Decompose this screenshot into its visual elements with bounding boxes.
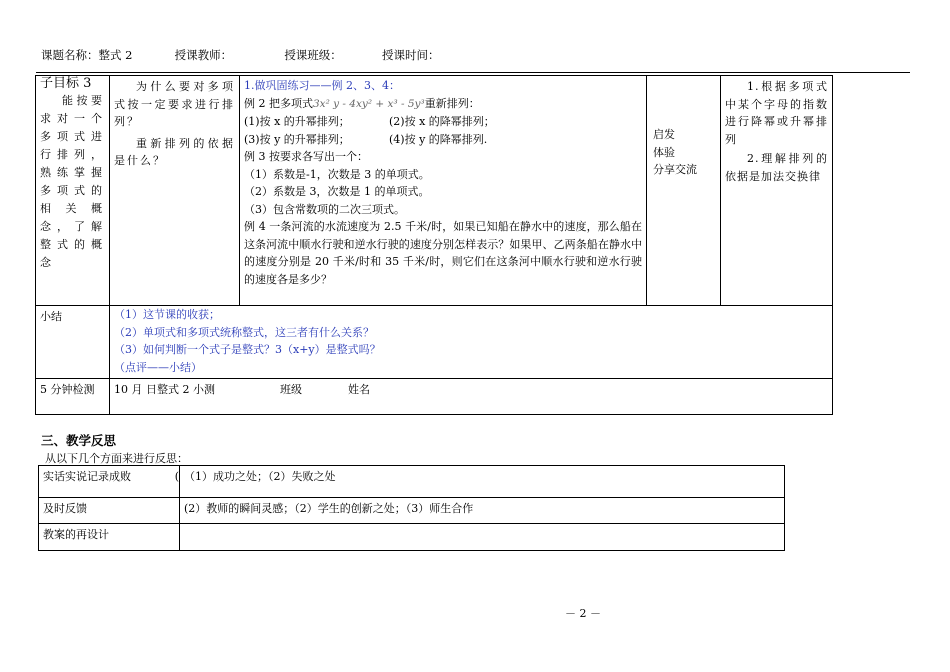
table-row [39, 524, 785, 551]
summary-line-4: （点评——小结） [114, 360, 202, 374]
course-name: 课题名称：整式 2 [41, 48, 133, 62]
table-row [39, 498, 785, 524]
goal-title: 子目标 3 [40, 76, 92, 91]
question-2: 重新排列的依据是什么？ [114, 136, 235, 167]
question-cell [110, 76, 240, 306]
table-row [36, 306, 833, 379]
page-number: － 2 － [565, 607, 601, 620]
table-row [39, 466, 785, 498]
table-row [36, 76, 833, 306]
goal-cell [36, 76, 110, 306]
note-2: 2.理解排列的依据是加法交换律 [725, 152, 828, 183]
reflection-title: 三、教学反思 [41, 433, 117, 448]
summary-line-2: （2）单项式和多项式统称整式，这三者有什么关系？ [114, 325, 374, 339]
time-label: 授课时间： [381, 48, 440, 62]
method-1: 启发 [653, 128, 675, 141]
example-3-item-1: （1）系数是-1，次数是 3 的单项式。 [244, 167, 430, 181]
summary-line-1: （1）这节课的收获； [114, 308, 220, 321]
reflection-value-1: （1）成功之处；（2）失败之处 [180, 466, 785, 498]
note-cell [721, 76, 833, 306]
test-cell [110, 379, 833, 415]
reflection-label-3: 教案的再设计 [39, 524, 180, 551]
class-label: 授课班级： [284, 48, 342, 62]
teacher-label: 授课教师： [174, 48, 233, 62]
test-class: 班级 [280, 383, 302, 396]
reflection-table [38, 465, 785, 551]
course-header [41, 47, 439, 63]
example-2-d: (4)按 y 的降幂排列. [389, 132, 488, 146]
table-row [36, 379, 833, 415]
goal-text: 能按要求对一个多项式进行排列，熟练掌握多项式的相关概念，了解整式的概念 [40, 94, 105, 269]
reflection-label-2: 及时反馈 [39, 498, 180, 524]
example-2-a: (1)按 x 的升幂排列； [244, 115, 350, 128]
example-2-parts-2 [244, 131, 642, 149]
header-divider [36, 72, 910, 73]
summary-label: 小结 [36, 306, 110, 379]
reflection-subtitle: 从以下几个方面来进行反思： [45, 452, 188, 465]
example-2-prefix: 例 2 把多项式 [244, 96, 313, 110]
reflection-value-2: (2）教师的瞬间灵感；（2）学生的创新之处；（3）师生合作 [180, 498, 785, 524]
method-cell [647, 76, 721, 306]
method-3: 分享交流 [653, 163, 697, 176]
example-2-parts-1 [244, 113, 642, 131]
example-3-title: 例 3 按要求各写出一个： [244, 150, 368, 163]
practice-title: 1.做巩固练习——例 2、3、4： [244, 79, 400, 92]
summary-line-3: （3）如何判断一个式子是整式？3（x+y）是整式吗？ [114, 343, 381, 356]
reflection-value-3 [180, 524, 785, 551]
example-4: 例 4 一条河流的水流速度为 2.5 千米/时，如果已知船在静水中的速度，那么船在这条河流中顺水行驶和逆水行驶的速度分别怎样表示？如果甲、乙两条船在静水中的速度分别是 20 千米/时和 35 千米/时，则它们在这条河中顺水行驶和逆水行驶的速度各是多少？ [244, 220, 642, 286]
example-2-polynomial: 3x² y - 4xy² + x³ - 5y³ [313, 97, 425, 110]
example-2-b: (2)按 x 的降幂排列； [389, 115, 495, 128]
reflection-label-1: 实话实说记录成败 ( [39, 466, 180, 498]
example-2-suffix: 重新排列： [424, 96, 480, 110]
test-name: 姓名 [348, 383, 370, 396]
method-2: 体验 [653, 145, 675, 159]
example-3-item-3: （3）包含常数项的二次三项式。 [244, 202, 405, 216]
summary-cell [110, 306, 833, 379]
practice-cell [240, 76, 647, 306]
test-title: 10 月 日整式 2 小测 [114, 383, 215, 396]
example-3-item-2: （2）系数是 3，次数是 1 的单项式。 [244, 185, 430, 198]
reflection-paren: ( [174, 470, 179, 483]
note-1: 1.根据多项式中某个字母的指数进行降幂或升幂排列 [725, 80, 828, 146]
example-2-c: (3)按 y 的升幂排列； [244, 132, 350, 146]
lesson-table [35, 75, 833, 415]
question-1: 为什么要对多项式按一定要求进行排列？ [114, 80, 235, 128]
test-label: 5 分钟检测 [36, 379, 110, 415]
example-2 [244, 95, 642, 114]
